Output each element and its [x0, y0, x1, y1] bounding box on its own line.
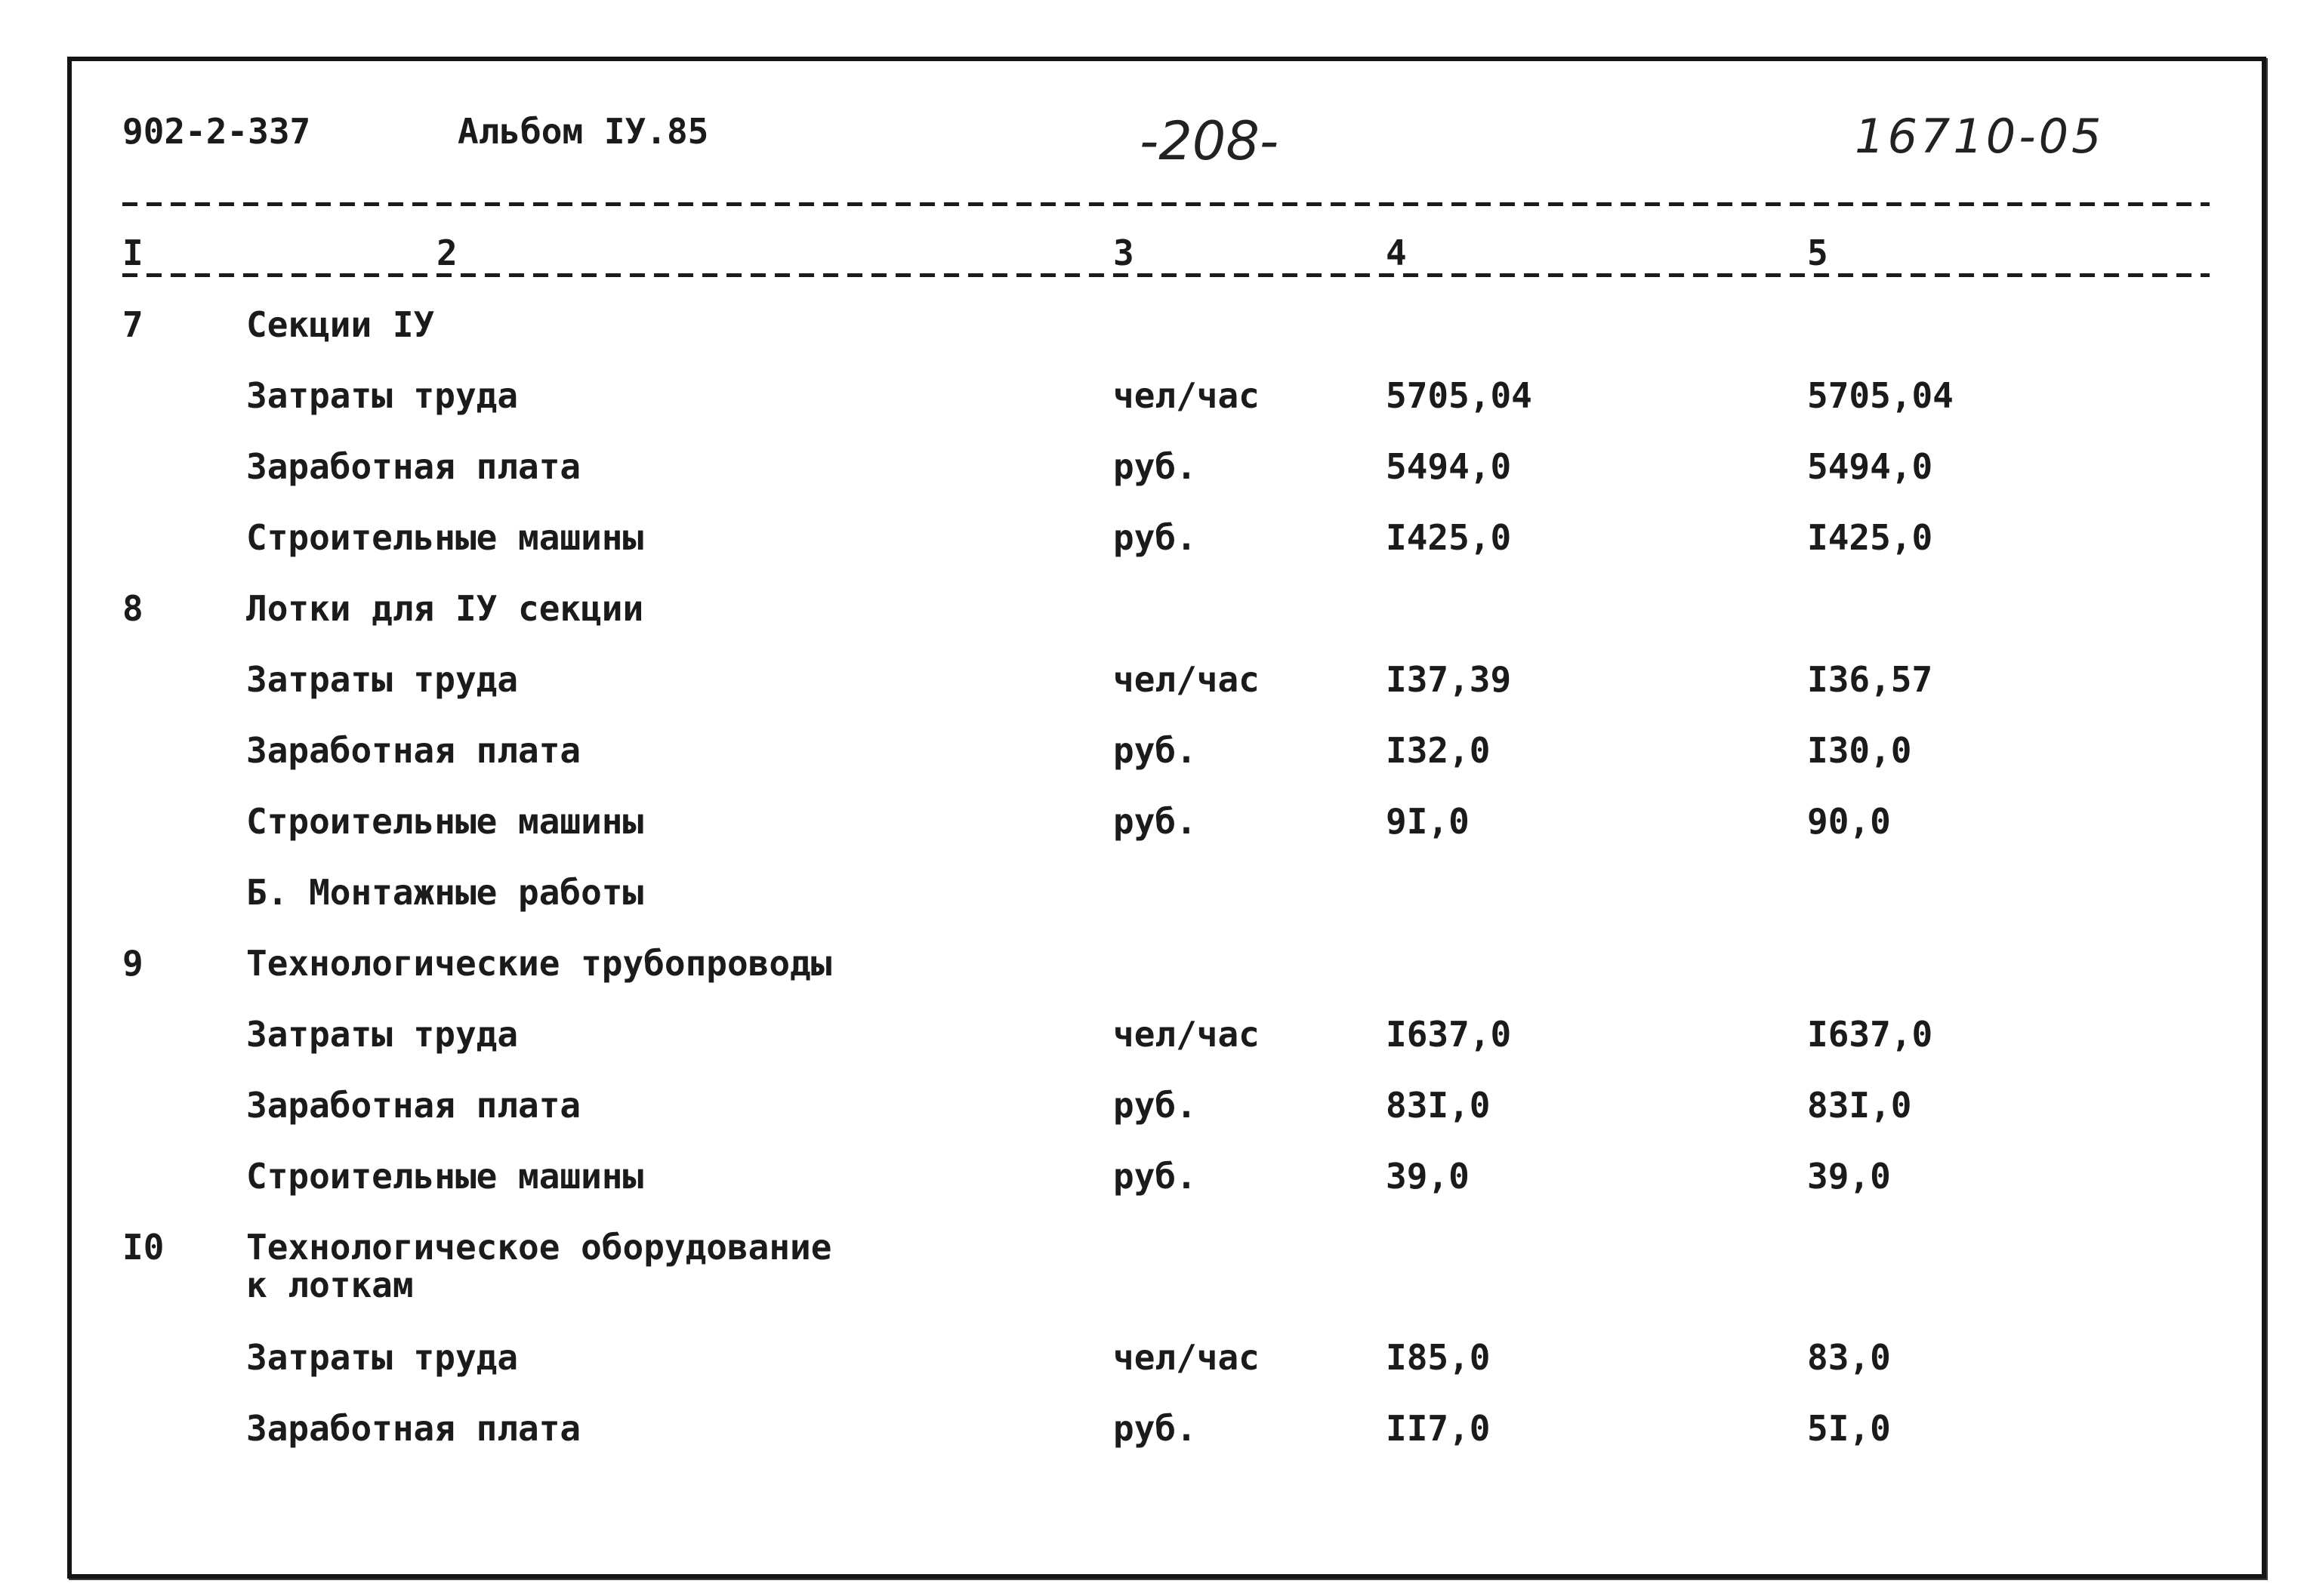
row-name-line: Затраты труда — [246, 659, 519, 700]
row-name-line: Лотки для IУ секции — [246, 588, 644, 629]
row-value-col4: I637,0 — [1386, 1014, 1512, 1055]
row-value-col5: I425,0 — [1807, 517, 1933, 558]
row-name-line: Затраты труда — [246, 375, 519, 416]
row-number: I0 — [122, 1227, 165, 1268]
table-row — [0, 786, 2301, 857]
table-row — [0, 502, 2301, 573]
row-name — [246, 1070, 581, 1141]
album-label: Альбом IУ.85 — [458, 111, 709, 152]
table-row — [0, 857, 2301, 928]
table-body — [0, 289, 2301, 1464]
column-number-5: 5 — [1807, 233, 1828, 273]
row-value-col5: I36,57 — [1807, 659, 1933, 700]
row-value-col4: 5705,04 — [1386, 375, 1532, 416]
row-unit: руб. — [1113, 1085, 1197, 1126]
column-number-2: 2 — [436, 233, 458, 273]
row-name — [246, 928, 831, 999]
document-code: 902-2-337 — [122, 111, 311, 152]
row-value-col5: 83,0 — [1807, 1337, 1891, 1378]
row-name — [246, 1322, 518, 1393]
table-row — [0, 999, 2301, 1070]
row-name — [246, 644, 518, 715]
row-value-col5: 39,0 — [1807, 1156, 1891, 1197]
row-value-col4: 9I,0 — [1386, 801, 1470, 842]
row-name — [246, 857, 643, 928]
row-name-line: Затраты труда — [246, 1337, 519, 1378]
table-row — [0, 715, 2301, 786]
row-value-col4: 39,0 — [1386, 1156, 1470, 1197]
row-number: 8 — [122, 588, 143, 629]
table-row — [0, 928, 2301, 999]
row-value-col4: 83I,0 — [1386, 1085, 1491, 1126]
page-number: -208- — [1140, 110, 1279, 172]
row-name — [246, 1393, 581, 1464]
row-name — [246, 502, 643, 573]
row-unit: руб. — [1113, 1156, 1197, 1197]
row-unit: чел/час — [1113, 1014, 1260, 1055]
row-unit: чел/час — [1113, 375, 1260, 416]
row-value-col4: 5494,0 — [1386, 446, 1512, 487]
row-value-col4: I425,0 — [1386, 517, 1512, 558]
row-value-col5: 83I,0 — [1807, 1085, 1912, 1126]
table-row — [0, 573, 2301, 644]
row-name-line: Заработная плата — [246, 446, 581, 487]
row-value-col4: I32,0 — [1386, 730, 1491, 771]
row-name-line: Секции IУ — [246, 304, 435, 345]
column-number-3: 3 — [1113, 233, 1134, 273]
row-unit: руб. — [1113, 730, 1197, 771]
row-name-line: Технологические трубопроводы — [246, 943, 832, 984]
row-name-line: Заработная плата — [246, 1408, 581, 1449]
row-value-col4: II7,0 — [1386, 1408, 1491, 1449]
table-row — [0, 1322, 2301, 1393]
row-name-line: Строительные машины — [246, 1156, 644, 1197]
row-unit: чел/час — [1113, 1337, 1260, 1378]
row-name — [246, 1228, 831, 1304]
row-value-col4: I37,39 — [1386, 659, 1512, 700]
table-row — [0, 360, 2301, 431]
table-row — [0, 1070, 2301, 1141]
column-header-divider — [122, 273, 2210, 277]
table-row — [0, 289, 2301, 360]
row-number: 7 — [122, 304, 143, 345]
row-value-col5: I637,0 — [1807, 1014, 1933, 1055]
row-name — [246, 360, 518, 431]
row-name-line: Строительные машины — [246, 517, 644, 558]
row-unit: руб. — [1113, 801, 1197, 842]
row-value-col5: 5I,0 — [1807, 1408, 1891, 1449]
row-name-line: Заработная плата — [246, 1085, 581, 1126]
row-name-line: Б. Монтажные работы — [246, 872, 644, 913]
document-number: 16710-05 — [1855, 109, 2105, 164]
row-number: 9 — [122, 943, 143, 984]
row-name — [246, 573, 643, 644]
row-name — [246, 999, 518, 1070]
row-name — [246, 715, 581, 786]
row-value-col5: 5494,0 — [1807, 446, 1933, 487]
row-name-line: Строительные машины — [246, 801, 644, 842]
header-divider — [122, 202, 2210, 206]
row-name-line: к лоткам — [246, 1265, 414, 1305]
table-row — [0, 431, 2301, 502]
row-value-col5: 90,0 — [1807, 801, 1891, 842]
row-value-col5: I30,0 — [1807, 730, 1912, 771]
row-name-line: Затраты труда — [246, 1014, 519, 1055]
row-name — [246, 786, 643, 857]
table-row — [0, 1393, 2301, 1464]
table-row — [0, 1141, 2301, 1212]
row-unit: руб. — [1113, 1408, 1197, 1449]
column-number-1: I — [122, 233, 143, 273]
row-value-col4: I85,0 — [1386, 1337, 1491, 1378]
row-unit: руб. — [1113, 517, 1197, 558]
row-name-line: Заработная плата — [246, 730, 581, 771]
row-name — [246, 431, 581, 502]
row-name — [246, 1141, 643, 1212]
table-row — [0, 644, 2301, 715]
row-name-line: Технологическое оборудование — [246, 1227, 832, 1268]
row-value-col5: 5705,04 — [1807, 375, 1954, 416]
row-name — [246, 289, 434, 360]
row-unit: чел/час — [1113, 659, 1260, 700]
table-row — [0, 1212, 2301, 1322]
row-unit: руб. — [1113, 446, 1197, 487]
column-number-4: 4 — [1386, 233, 1407, 273]
